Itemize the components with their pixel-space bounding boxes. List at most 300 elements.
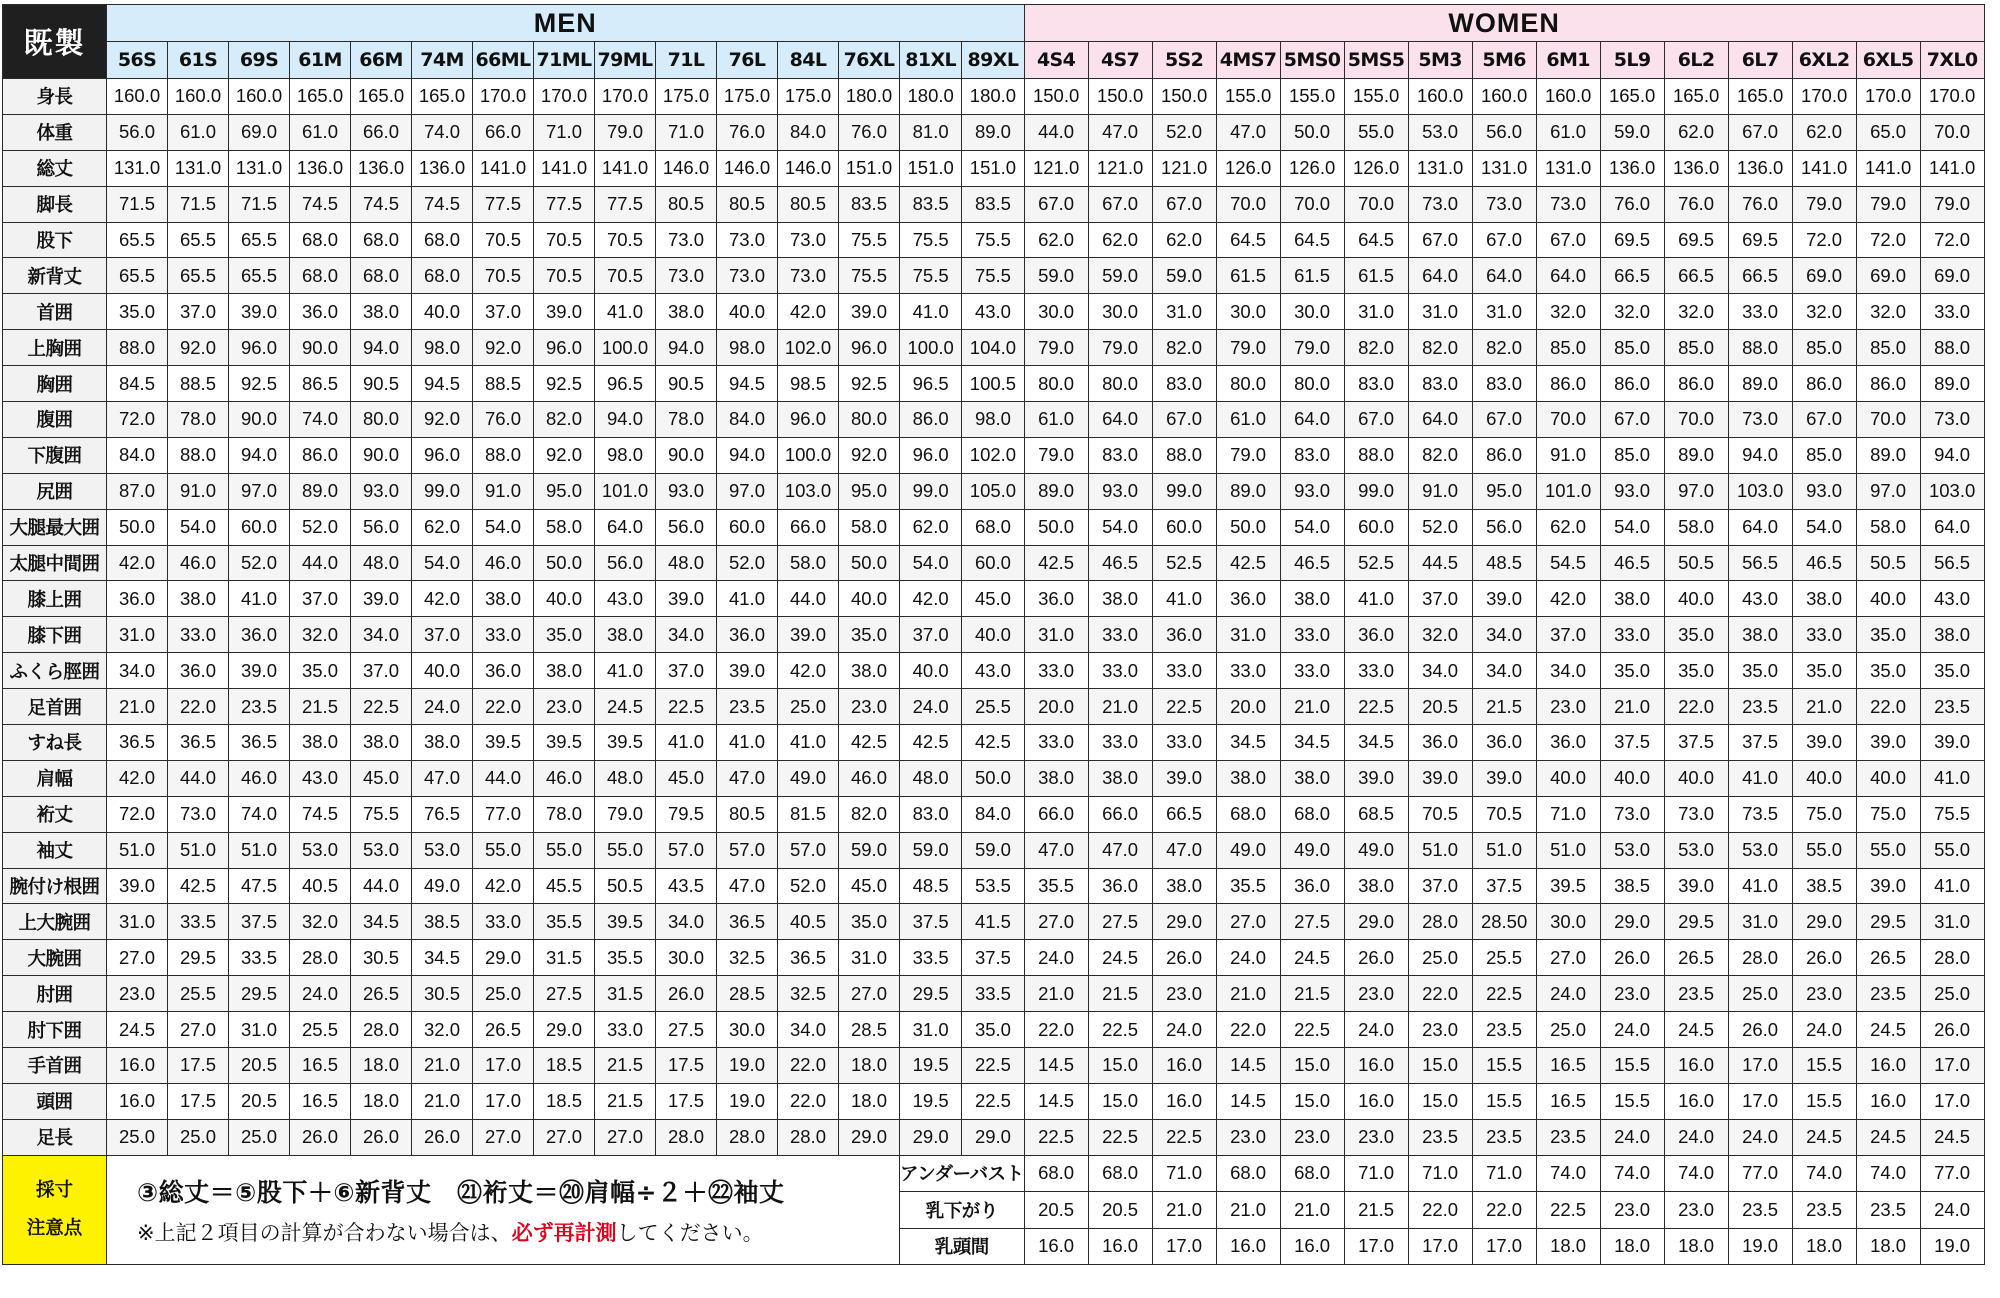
measurement-row [3,976,1985,1012]
measurement-value: 70.5 [534,258,595,294]
measurement-value: 80.0 [1216,366,1280,402]
measurement-value: 70.5 [473,258,534,294]
measurement-value: 180.0 [839,79,900,115]
measurement-value: 16.5 [290,1083,351,1119]
measurement-value: 30.5 [412,976,473,1012]
measurement-value: 21.0 [1280,689,1344,725]
measurement-value: 41.0 [656,725,717,761]
measurement-value: 15.5 [1792,1048,1856,1084]
measurement-value: 21.0 [1024,976,1088,1012]
measurement-value: 49.0 [1344,832,1408,868]
measurement-value: 55.0 [1856,832,1920,868]
measurement-value: 40.0 [1600,760,1664,796]
measurement-label: 肘下囲 [3,1012,107,1048]
measurement-value: 62.0 [900,509,962,545]
measurement-value: 22.5 [1088,1012,1152,1048]
measurement-value: 40.0 [962,617,1024,653]
measurement-value: 64.0 [595,509,656,545]
measurement-value: 22.5 [351,689,412,725]
measurement-value: 50.0 [1216,509,1280,545]
measurement-value: 39.0 [229,653,290,689]
measurement-value: 49.0 [1216,832,1280,868]
measurement-value: 22.0 [473,689,534,725]
measurement-value: 39.5 [595,725,656,761]
measurement-value: 16.0 [1344,1083,1408,1119]
measurement-value: 23.0 [1152,976,1216,1012]
measurement-label: 足首囲 [3,689,107,725]
measurement-value: 23.0 [1344,1119,1408,1155]
measurement-value: 96.0 [534,330,595,366]
measurement-value: 39.0 [717,653,778,689]
measurement-value: 175.0 [717,79,778,115]
measurement-value: 39.0 [1344,760,1408,796]
measurement-value: 54.0 [412,545,473,581]
measurement-value: 38.0 [1088,581,1152,617]
measurement-value: 32.0 [1536,294,1600,330]
measurement-value: 80.5 [778,186,839,222]
measurement-value: 33.0 [1088,617,1152,653]
men-size-header: 61S [168,42,229,79]
men-size-header: 66ML [473,42,534,79]
measurement-value: 76.0 [717,114,778,150]
measurement-value: 39.0 [656,581,717,617]
measurement-value: 83.0 [1152,366,1216,402]
measurement-value: 42.5 [1024,545,1088,581]
measurement-value: 30.0 [1536,904,1600,940]
measurement-value: 30.0 [1088,294,1152,330]
women-extra-value: 17.0 [1344,1228,1408,1265]
measurement-value: 59.0 [1152,258,1216,294]
measurement-value: 24.0 [290,976,351,1012]
measurement-value: 17.5 [656,1083,717,1119]
measurement-value: 82.0 [1152,330,1216,366]
measurement-value: 36.0 [1280,868,1344,904]
measurement-label: 尻囲 [3,473,107,509]
measurement-value: 22.5 [656,689,717,725]
men-size-header: 71L [656,42,717,79]
measurement-value: 49.0 [412,868,473,904]
women-size-header: 4MS7 [1216,42,1280,79]
measurement-value: 79.0 [1024,437,1088,473]
measurement-value: 30.0 [1280,294,1344,330]
measurement-value: 20.5 [1408,689,1472,725]
measurement-value: 50.0 [962,760,1024,796]
men-size-header: 79ML [595,42,656,79]
measurement-value: 35.5 [1024,868,1088,904]
measurement-value: 37.5 [1472,868,1536,904]
measurement-value: 17.5 [168,1048,229,1084]
measurement-value: 66.5 [1600,258,1664,294]
women-size-header: 6M1 [1536,42,1600,79]
women-extra-value: 74.0 [1856,1155,1920,1192]
measurement-value: 25.0 [107,1119,168,1155]
measurement-value: 73.0 [1600,796,1664,832]
measurement-value: 84.0 [717,402,778,438]
measurement-value: 42.0 [473,868,534,904]
measurement-value: 66.0 [778,509,839,545]
measurement-value: 62.0 [1152,222,1216,258]
measurement-value: 23.5 [1408,1119,1472,1155]
measurement-value: 22.5 [1152,1119,1216,1155]
measurement-value: 44.0 [1024,114,1088,150]
measurement-value: 60.0 [962,545,1024,581]
note-section [3,1155,1985,1265]
measurement-value: 48.0 [656,545,717,581]
measurement-value: 67.0 [1152,186,1216,222]
women-group-header: WOMEN [1024,5,1984,42]
measurement-value: 40.0 [839,581,900,617]
measurement-row [3,868,1985,904]
measurement-value: 56.5 [1728,545,1792,581]
measurement-row [3,509,1985,545]
measurement-value: 93.0 [1280,473,1344,509]
measurement-value: 36.0 [1536,725,1600,761]
measurement-value: 131.0 [229,150,290,186]
measurement-value: 38.0 [656,294,717,330]
measurement-value: 34.5 [1344,725,1408,761]
women-extra-value: 77.0 [1728,1155,1792,1192]
measurement-value: 73.0 [656,222,717,258]
measurement-row [3,904,1985,940]
measurement-value: 42.0 [900,581,962,617]
women-size-header: 5MS0 [1280,42,1344,79]
measurement-value: 61.0 [1024,402,1088,438]
measurement-value: 83.0 [1472,366,1536,402]
women-extra-value: 68.0 [1024,1155,1088,1192]
measurement-value: 42.0 [778,294,839,330]
measurement-value: 34.0 [1472,653,1536,689]
measurement-value: 136.0 [1600,150,1664,186]
measurement-value: 56.0 [351,509,412,545]
measurement-value: 89.0 [1856,437,1920,473]
measurement-value: 34.0 [1408,653,1472,689]
measurement-value: 23.5 [1728,689,1792,725]
measurement-value: 14.5 [1024,1048,1088,1084]
measurement-value: 91.0 [473,473,534,509]
measurement-value: 155.0 [1280,79,1344,115]
measurement-value: 68.0 [290,222,351,258]
measurement-value: 15.0 [1280,1083,1344,1119]
measurement-value: 24.5 [1920,1119,1984,1155]
measurement-value: 46.0 [168,545,229,581]
women-extra-value: 22.5 [1536,1192,1600,1229]
measurement-value: 38.0 [168,581,229,617]
measurement-value: 37.0 [1536,617,1600,653]
measurement-value: 38.0 [1280,760,1344,796]
measurement-value: 82.0 [534,402,595,438]
corner-label: 既製 [3,5,107,79]
measurement-value: 61.0 [1216,402,1280,438]
measurement-label: 膝上囲 [3,581,107,617]
measurement-value: 35.0 [107,294,168,330]
measurement-value: 31.0 [1728,904,1792,940]
measurement-value: 36.5 [168,725,229,761]
women-extra-value: 71.0 [1344,1155,1408,1192]
measurement-value: 71.0 [656,114,717,150]
measurement-value: 77.0 [473,796,534,832]
note-formula: ③総丈＝⑤股下＋⑥新背丈 ㉑裄丈＝⑳肩幅÷２＋㉒袖丈 [137,1177,785,1207]
measurement-value: 103.0 [1728,473,1792,509]
measurement-value: 35.0 [962,1012,1024,1048]
measurement-value: 37.0 [1408,868,1472,904]
measurement-value: 33.0 [1152,725,1216,761]
measurement-value: 68.0 [412,258,473,294]
measurement-value: 23.0 [534,689,595,725]
women-extra-value: 21.5 [1344,1192,1408,1229]
measurement-row [3,1012,1985,1048]
women-extra-value: 71.0 [1408,1155,1472,1192]
measurement-value: 50.0 [107,509,168,545]
measurement-value: 46.0 [534,760,595,796]
measurement-value: 15.5 [1600,1048,1664,1084]
measurement-value: 131.0 [1472,150,1536,186]
measurement-value: 23.5 [1856,976,1920,1012]
measurement-value: 136.0 [290,150,351,186]
measurement-value: 80.0 [839,402,900,438]
measurement-value: 94.5 [412,366,473,402]
measurement-value: 21.0 [412,1048,473,1084]
measurement-value: 70.5 [595,222,656,258]
measurement-value: 34.0 [656,904,717,940]
measurement-value: 151.0 [839,150,900,186]
women-extra-label: アンダーバスト [900,1155,1025,1192]
measurement-value: 22.5 [1280,1012,1344,1048]
note-row [3,1155,1985,1192]
measurement-value: 39.5 [1536,868,1600,904]
women-extra-value: 21.0 [1216,1192,1280,1229]
men-size-header: 61M [290,42,351,79]
measurement-value: 38.0 [595,617,656,653]
measurement-value: 16.0 [1664,1048,1728,1084]
measurement-value: 26.5 [1664,940,1728,976]
measurement-value: 65.0 [1856,114,1920,150]
measurement-value: 72.0 [107,402,168,438]
women-extra-value: 18.0 [1792,1228,1856,1265]
measurement-value: 40.5 [290,868,351,904]
measurement-value: 55.0 [473,832,534,868]
measurement-value: 74.0 [229,796,290,832]
measurement-value: 24.0 [1344,1012,1408,1048]
measurement-value: 90.0 [229,402,290,438]
measurement-value: 75.5 [900,258,962,294]
measurement-value: 33.5 [900,940,962,976]
measurement-value: 79.0 [1216,437,1280,473]
measurement-value: 29.0 [1600,904,1664,940]
measurement-value: 40.0 [1856,760,1920,796]
measurement-value: 46.5 [1280,545,1344,581]
women-extra-value: 71.0 [1152,1155,1216,1192]
measurement-value: 46.5 [1792,545,1856,581]
measurement-value: 24.5 [107,1012,168,1048]
measurement-value: 155.0 [1216,79,1280,115]
women-extra-value: 17.0 [1472,1228,1536,1265]
measurement-value: 85.0 [1792,437,1856,473]
measurement-value: 56.0 [1472,509,1536,545]
measurement-value: 29.5 [229,976,290,1012]
measurement-value: 47.0 [1088,832,1152,868]
measurement-value: 58.0 [778,545,839,581]
measurement-value: 70.5 [1408,796,1472,832]
measurement-value: 80.0 [351,402,412,438]
measurement-value: 75.0 [1856,796,1920,832]
women-extra-value: 23.5 [1728,1192,1792,1229]
measurement-value: 66.0 [351,114,412,150]
measurement-value: 105.0 [962,473,1024,509]
measurement-value: 20.0 [1216,689,1280,725]
measurement-value: 39.0 [839,294,900,330]
measurement-value: 57.0 [717,832,778,868]
measurement-value: 41.0 [1728,868,1792,904]
measurement-value: 100.0 [595,330,656,366]
measurement-value: 33.0 [1920,294,1984,330]
measurement-value: 35.5 [534,904,595,940]
measurement-value: 25.0 [168,1119,229,1155]
measurement-value: 93.0 [656,473,717,509]
women-size-header: 5M3 [1408,42,1472,79]
women-extra-value: 23.0 [1600,1192,1664,1229]
measurement-value: 61.5 [1280,258,1344,294]
measurement-row [3,186,1985,222]
measurement-value: 73.0 [1920,402,1984,438]
measurement-value: 31.0 [900,1012,962,1048]
measurement-value: 94.0 [229,437,290,473]
measurement-value: 22.5 [1472,976,1536,1012]
measurement-value: 56.0 [595,545,656,581]
measurement-value: 26.5 [473,1012,534,1048]
measurement-value: 52.0 [1152,114,1216,150]
measurement-value: 31.0 [1472,294,1536,330]
measurement-value: 39.5 [595,904,656,940]
measurement-value: 58.0 [1664,509,1728,545]
measurement-value: 54.0 [168,509,229,545]
women-extra-value: 18.0 [1664,1228,1728,1265]
measurement-value: 39.0 [107,868,168,904]
measurement-value: 24.0 [412,689,473,725]
measurement-label: 太腿中間囲 [3,545,107,581]
measurement-value: 27.0 [1024,904,1088,940]
measurement-value: 65.5 [229,258,290,294]
measurement-value: 17.0 [1728,1048,1792,1084]
measurement-value: 121.0 [1088,150,1152,186]
measurement-value: 96.5 [595,366,656,402]
measurement-value: 22.5 [1088,1119,1152,1155]
measurement-value: 43.0 [595,581,656,617]
measurement-value: 94.5 [717,366,778,402]
measurement-value: 75.5 [962,222,1024,258]
measurement-value: 84.0 [107,437,168,473]
measurement-value: 94.0 [1920,437,1984,473]
measurement-value: 37.0 [290,581,351,617]
measurement-value: 15.5 [1600,1083,1664,1119]
measurement-value: 78.0 [168,402,229,438]
measurement-value: 96.5 [900,366,962,402]
measurement-value: 52.0 [1408,509,1472,545]
men-group-header: MEN [107,5,1025,42]
measurement-value: 41.0 [595,294,656,330]
measurement-value: 22.5 [1152,689,1216,725]
measurement-row [3,258,1985,294]
measurement-value: 24.0 [1792,1012,1856,1048]
measurement-value: 69.0 [1792,258,1856,294]
measurement-value: 21.0 [1088,689,1152,725]
measurement-value: 55.0 [595,832,656,868]
measurement-value: 165.0 [1664,79,1728,115]
measurement-value: 73.0 [1536,186,1600,222]
measurement-value: 65.5 [168,222,229,258]
measurement-value: 69.0 [229,114,290,150]
measurement-value: 70.0 [1216,186,1280,222]
measurement-value: 26.0 [1600,940,1664,976]
measurement-value: 85.0 [1664,330,1728,366]
measurement-value: 160.0 [229,79,290,115]
measurement-value: 35.0 [839,617,900,653]
measurement-value: 75.5 [839,222,900,258]
measurement-value: 25.0 [1536,1012,1600,1048]
measurement-value: 79.0 [1088,330,1152,366]
measurement-value: 65.5 [107,222,168,258]
note-label-line1: 採寸 [35,1179,73,1201]
measurement-value: 26.0 [1792,940,1856,976]
measurement-value: 75.5 [839,258,900,294]
measurement-value: 88.5 [473,366,534,402]
measurement-value: 67.0 [1472,402,1536,438]
measurement-value: 70.5 [1472,796,1536,832]
measurement-value: 61.0 [168,114,229,150]
measurement-row [3,689,1985,725]
measurement-value: 88.0 [1728,330,1792,366]
measurement-value: 53.0 [1664,832,1728,868]
measurement-value: 39.0 [1408,760,1472,796]
measurement-value: 41.0 [229,581,290,617]
measurement-value: 75.5 [962,258,1024,294]
measurement-value: 69.5 [1600,222,1664,258]
measurement-value: 59.0 [1600,114,1664,150]
measurement-value: 38.0 [1728,617,1792,653]
measurement-value: 23.5 [717,689,778,725]
measurement-value: 131.0 [1536,150,1600,186]
measurement-value: 165.0 [351,79,412,115]
measurement-value: 93.0 [1088,473,1152,509]
measurement-value: 82.0 [1408,437,1472,473]
measurement-value: 79.0 [1024,330,1088,366]
measurement-value: 31.0 [1344,294,1408,330]
measurement-value: 53.0 [412,832,473,868]
men-size-header: 84L [778,42,839,79]
measurement-value: 33.0 [1152,653,1216,689]
measurement-value: 68.0 [351,222,412,258]
measurement-label: 肘囲 [3,976,107,1012]
measurement-value: 175.0 [778,79,839,115]
measurement-value: 64.5 [1344,222,1408,258]
measurement-value: 33.0 [1600,617,1664,653]
measurement-value: 89.0 [1664,437,1728,473]
measurement-value: 51.0 [168,832,229,868]
measurement-value: 80.0 [1088,366,1152,402]
measurement-value: 74.0 [412,114,473,150]
measurement-value: 27.5 [656,1012,717,1048]
measurement-label: 大腿最大囲 [3,509,107,545]
note-label [3,1155,107,1265]
measurement-value: 46.5 [1600,545,1664,581]
measurement-value: 26.0 [656,976,717,1012]
measurement-value: 23.0 [1536,689,1600,725]
measurement-value: 83.0 [1344,366,1408,402]
measurement-value: 101.0 [595,473,656,509]
measurement-value: 85.0 [1600,437,1664,473]
measurement-value: 23.5 [229,689,290,725]
measurement-value: 21.0 [1216,976,1280,1012]
measurement-value: 72.0 [107,796,168,832]
